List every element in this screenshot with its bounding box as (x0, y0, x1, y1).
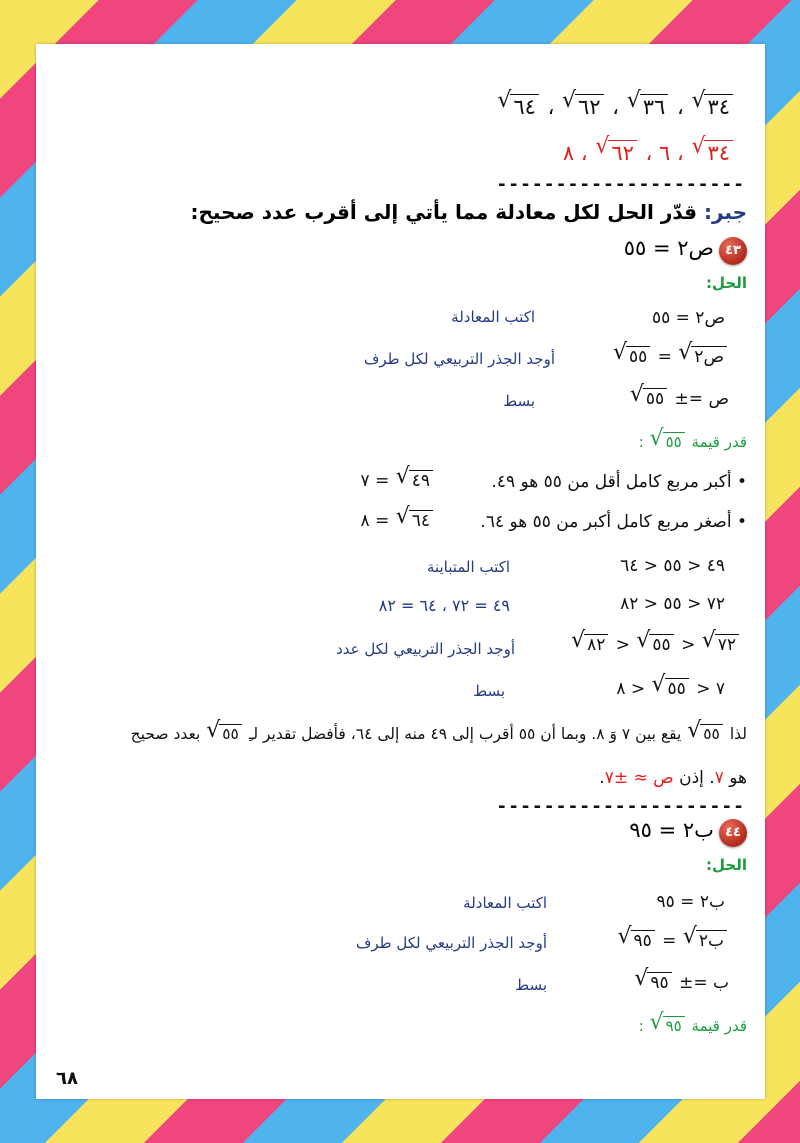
p43-step2-math: √ ص٢ = √ ٥٥ (612, 346, 729, 367)
heading-prefix: جبر (711, 200, 747, 224)
root-36: √ ٣٦ (628, 94, 669, 120)
page (36, 44, 765, 1099)
p43-bullet-2-root: √ ٦٤ = ٨ (361, 510, 435, 531)
root-34-red: √ ٣٤ (692, 140, 733, 166)
p43-ineq3-label: أوجد الجذر التربيعي لكل عدد (336, 640, 515, 658)
root-62-red: √ ٦٢ (596, 140, 637, 166)
p44-step1-label: اكتب المعادلة (463, 894, 547, 912)
separator-2: --------------------- (496, 796, 745, 817)
p44-step3-math: ب =± √ ٩٥ (633, 972, 729, 993)
root-34: √ ٣٤ (692, 94, 733, 120)
p44-step2-math: √ ب٢ = √ ٩٥ (617, 930, 729, 951)
p43-step3-label: بسط (503, 392, 535, 410)
problem-44-equation: ب٢ = ٩٥ (629, 818, 714, 842)
roots-line-2: √ ٣٤ ، ٦ ، √ ٦٢ ، ٨ (563, 140, 735, 166)
p43-ineq4-label: بسط (473, 682, 505, 700)
problem-44-header (629, 818, 747, 847)
p43-estimate: قدر قيمة √ ٥٥ : (639, 432, 747, 451)
p43-ineq1-label: اكتب المتباينة (426, 558, 510, 576)
p43-bullet-1-root: √ ٤٩ = ٧ (361, 470, 435, 491)
p43-step1-math: ص٢ = ٥٥ (651, 308, 725, 328)
p43-conclusion-2: هو ٧. إذن ص ≈ ±٧. (599, 768, 747, 788)
p43-ineq1-math: ٤٩ < ٥٥ < ٦٤ (620, 556, 725, 576)
p43-solution-label: الحل: (706, 274, 747, 292)
problem-44-badge: ٤٤ (719, 819, 747, 847)
problem-43-badge: ٤٣ (719, 237, 747, 265)
p43-bullet-2: • أصغر مربع كامل أكبر من ٥٥ هو ٦٤. (480, 512, 747, 532)
p43-conclusion-1: لذا √ ٥٥ يقع بين ٧ وَ ٨. وبما أن ٥٥ أقرب إلى ٤٩ منه إلى ٦٤، فأفضل تقدير لـِ √ ٥٥ بعدد صحيح (131, 724, 747, 744)
p43-bullet-1: • أكبر مربع كامل أقل من ٥٥ هو ٤٩. (491, 472, 747, 492)
page-number: ٦٨ (56, 1068, 78, 1089)
p44-step1-math: ب٢ = ٩٥ (656, 892, 725, 912)
p43-ineq3-math: √ ٧٢ < √ ٥٥ < √ ٨٢ (570, 634, 741, 655)
value-8: ٨ (562, 141, 575, 165)
p43-step2-label: أوجد الجذر التربيعي لكل طرف (363, 350, 555, 368)
p43-step1-label: اكتب المعادلة (451, 308, 535, 326)
value-6: ٦ (659, 141, 671, 165)
p44-step2-label: أوجد الجذر التربيعي لكل طرف (355, 934, 547, 952)
p44-solution-label: الحل: (706, 856, 747, 874)
p43-ineq2-math: ٧٢ < ٥٥ < ٨٢ (620, 594, 725, 614)
problem-43-equation: ص٢ = ٥٥ (623, 236, 714, 260)
root-62: √ ٦٢ (563, 94, 604, 120)
p44-step3-label: بسط (515, 976, 547, 994)
separator-1: --------------------- (496, 174, 745, 195)
section-heading: جبر: قدّر الحل لكل معادلة مما يأتي إلى أقرب عدد صحيح: (190, 200, 747, 224)
problem-43-header (624, 236, 747, 265)
roots-line-1: √ ٣٤ ، √ ٣٦ ، √ ٦٢ ، √ ٦٤ (496, 94, 735, 120)
p43-step3-math: ص =± √ ٥٥ (629, 388, 729, 409)
root-64: √ ٦٤ (498, 94, 539, 120)
heading-text: قدّر الحل لكل معادلة مما يأتي إلى أقرب عدد صحيح: (190, 200, 697, 224)
p43-ineq4-math: ٧ < √ ٥٥ < ٨ (616, 678, 725, 699)
p44-estimate: قدر قيمة √ ٩٥ : (639, 1016, 747, 1035)
p43-ineq2-note: ٤٩ = ٧٢ ، ٦٤ = ٨٢ (378, 596, 510, 615)
